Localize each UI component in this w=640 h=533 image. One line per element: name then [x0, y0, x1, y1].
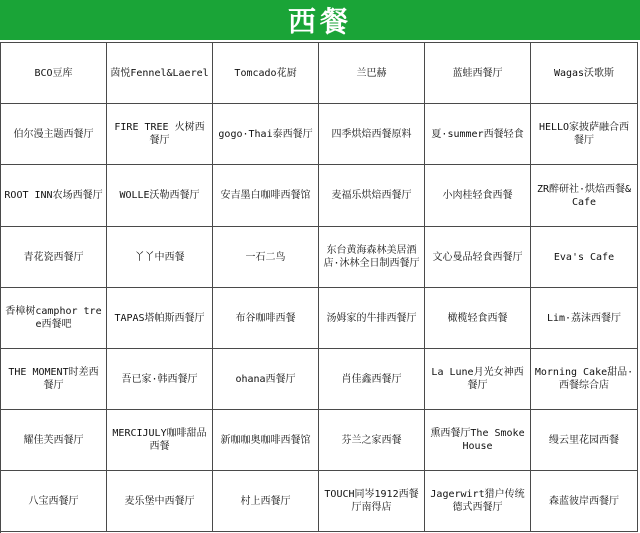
restaurant-cell: 四季烘焙西餐原料: [319, 104, 425, 165]
restaurant-cell: 小肉桂轻食西餐: [425, 165, 531, 227]
restaurant-cell: 吾已家·韩西餐厅: [107, 349, 213, 410]
restaurant-cell: 芬兰之家西餐: [319, 410, 425, 471]
restaurant-cell: 新咖咖奥咖啡西餐馆: [213, 410, 319, 471]
restaurant-cell: MERCIJULY咖啡甜品西餐: [107, 410, 213, 471]
restaurant-cell: TOUCH同岑1912西餐厅南得店: [319, 471, 425, 532]
restaurant-cell: Tomcado花厨: [213, 43, 319, 104]
restaurant-cell: TAPAS塔帕斯西餐厅: [107, 288, 213, 349]
restaurant-cell: 缦云里花园西餐: [531, 410, 638, 471]
restaurant-cell: Lim·荔沫西餐厅: [531, 288, 638, 349]
title-banner: [0, 0, 640, 40]
restaurant-cell: 东台黄海森林美居酒店·沐林全日制西餐厅: [319, 227, 425, 288]
restaurant-cell: HELLO家披萨融合西餐厅: [531, 104, 638, 165]
restaurant-cell: 伯尔漫主题西餐厅: [1, 104, 107, 165]
restaurant-cell: 村上西餐厅: [213, 471, 319, 532]
restaurant-cell: Jagerwirt猎户传统德式西餐厅: [425, 471, 531, 532]
restaurant-cell: 麦乐堡中西餐厅: [107, 471, 213, 532]
restaurant-cell: Wagas沃歌斯: [531, 43, 638, 104]
restaurant-cell: ROOT INN农场西餐厅: [1, 165, 107, 227]
restaurant-cell: Morning Cake甜品·西餐综合店: [531, 349, 638, 410]
restaurant-cell: WOLLE沃勒西餐厅: [107, 165, 213, 227]
restaurant-cell: 香樟树camphor tree西餐吧: [1, 288, 107, 349]
restaurant-cell: 肖佳鑫西餐厅: [319, 349, 425, 410]
restaurant-cell: Eva's Cafe: [531, 227, 638, 288]
restaurant-cell: 耀佳芙西餐厅: [1, 410, 107, 471]
restaurant-cell: 蓝蛙西餐厅: [425, 43, 531, 104]
restaurant-cell: ohana西餐厅: [213, 349, 319, 410]
restaurant-cell: 夏·summer西餐轻食: [425, 104, 531, 165]
restaurant-cell: 麦福乐烘焙西餐厅: [319, 165, 425, 227]
restaurant-cell: 八宝西餐厅: [1, 471, 107, 532]
restaurant-cell: 橄榄轻食西餐: [425, 288, 531, 349]
restaurant-cell: 熏西餐厅The Smoke House: [425, 410, 531, 471]
restaurant-cell: 一石二鸟: [213, 227, 319, 288]
restaurant-table: [0, 42, 638, 533]
restaurant-cell: 森蓝彼岸西餐厅: [531, 471, 638, 532]
restaurant-cell: BCO豆库: [1, 43, 107, 104]
restaurant-cell: 安吉墨白咖啡西餐馆: [213, 165, 319, 227]
restaurant-cell: 茵悦Fennel&Laerel: [107, 43, 213, 104]
restaurant-cell: 布谷咖啡西餐: [213, 288, 319, 349]
page-title: 西餐: [287, 5, 352, 38]
restaurant-cell: 兰巴赫: [319, 43, 425, 104]
restaurant-cell: ZR醉研社·烘焙西餐&Cafe: [531, 165, 638, 227]
restaurant-cell: 文心曼品轻食西餐厅: [425, 227, 531, 288]
restaurant-cell: La Lune月光女神西餐厅: [425, 349, 531, 410]
restaurant-cell: 丫丫中西餐: [107, 227, 213, 288]
restaurant-cell: THE MOMENT时差西餐厅: [1, 349, 107, 410]
restaurant-cell: 青花瓷西餐厅: [1, 227, 107, 288]
restaurant-cell: FIRE TREE 火树西餐厅: [107, 104, 213, 165]
restaurant-cell: 汤姆家的牛排西餐厅: [319, 288, 425, 349]
restaurant-cell: gogo·Thai泰西餐厅: [213, 104, 319, 165]
